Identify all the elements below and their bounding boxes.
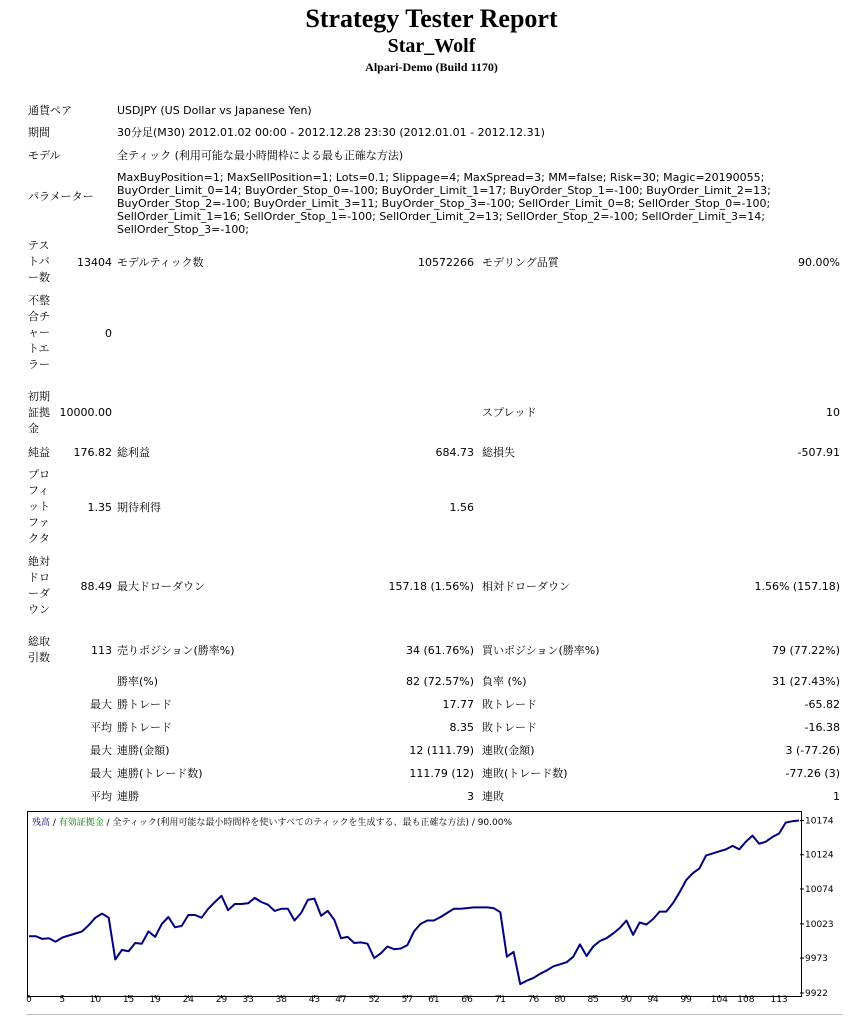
period-value: 30分足(M30) 2012.01.02 00:00 - 2012.12.28 23:30 (2012.01.01 - 2012.12.31) bbox=[117, 126, 545, 139]
x-tick-label-5: 24 bbox=[182, 995, 195, 1005]
balance-line-0 bbox=[29, 821, 799, 985]
x-tick-label-19: 90 bbox=[620, 995, 633, 1005]
mismatch-value: 0 bbox=[105, 327, 112, 340]
expected-label: 期待利得 bbox=[117, 501, 161, 514]
y-tick-label-1: 9973 bbox=[805, 954, 828, 965]
short-value: 34 (61.76%) bbox=[405, 644, 474, 657]
symbol-value: USDJPY (US Dollar vs Japanese Yen) bbox=[117, 104, 312, 117]
win-rate-value: 82 (72.57%) bbox=[405, 675, 474, 688]
x-tick-label-0: 0 bbox=[26, 995, 32, 1005]
report-title: Strategy Tester Report bbox=[305, 4, 558, 33]
gross-profit-label: 総利益 bbox=[117, 446, 150, 459]
cons-losses-money-value: 3 (-77.26) bbox=[785, 744, 840, 757]
cons-wins-money-label: 連勝(金額) bbox=[117, 744, 170, 757]
win-rate-label: 勝率(%) bbox=[117, 675, 159, 688]
x-tick-label-22: 104 bbox=[710, 995, 728, 1005]
avg-cons-losses-value: 1 bbox=[833, 790, 840, 803]
caption-sep: / bbox=[50, 818, 59, 828]
x-tick-label-18: 85 bbox=[587, 995, 599, 1005]
short-label: 売りポジション(勝率%) bbox=[117, 644, 235, 657]
x-tick-label-1: 5 bbox=[59, 995, 66, 1005]
x-tick-label-12: 57 bbox=[401, 995, 414, 1005]
abs-dd-value: 88.49 bbox=[80, 580, 112, 593]
max-dd-value: 157.18 (1.56%) bbox=[388, 580, 474, 593]
period-label: 期間 bbox=[28, 126, 50, 139]
largest-loss-label: 敗トレード bbox=[482, 698, 537, 711]
ticks-label: モデルティック数 bbox=[117, 256, 204, 269]
cons-losses-count-value: -77.26 (3) bbox=[785, 767, 840, 780]
y-tick-label-4: 10124 bbox=[805, 850, 834, 861]
model-label: モデル bbox=[28, 149, 61, 162]
pf-value: 1.35 bbox=[87, 501, 112, 514]
long-label: 買いポジション(勝率%) bbox=[482, 644, 600, 657]
y-tick-label-3: 10074 bbox=[805, 884, 834, 895]
net-label: 純益 bbox=[28, 446, 50, 459]
avg-loss-label: 敗トレード bbox=[482, 721, 537, 734]
x-tick-label-24: 113 bbox=[770, 995, 788, 1005]
max-dd-label: 最大ドローダウン bbox=[117, 580, 205, 593]
avg-cons-wins-label: 連勝 bbox=[117, 790, 139, 803]
loss-rate-value: 31 (27.43%) bbox=[771, 675, 840, 688]
x-tick-label-9: 43 bbox=[308, 995, 321, 1005]
caption-equity: 有効証拠金 bbox=[58, 818, 104, 828]
x-tick-label-7: 33 bbox=[242, 995, 254, 1005]
spread-value: 10 bbox=[826, 406, 840, 419]
mismatch-label: 不整合チャートエラー bbox=[28, 294, 50, 371]
rel-dd-value: 1.56% (157.18) bbox=[754, 580, 840, 593]
average-prefix: 平均 bbox=[90, 721, 112, 734]
x-tick-label-11: 52 bbox=[368, 995, 380, 1005]
y-tick-label-5: 10174 bbox=[805, 816, 834, 827]
gross-profit-value: 684.73 bbox=[435, 446, 474, 459]
quality-value: 90.00% bbox=[798, 256, 840, 269]
largest-win-label: 勝トレード bbox=[117, 698, 172, 711]
x-tick-label-3: 15 bbox=[122, 995, 135, 1005]
x-tick-label-23: 108 bbox=[737, 995, 755, 1005]
quality-label: モデリング品質 bbox=[482, 256, 559, 269]
x-tick-label-6: 29 bbox=[215, 995, 228, 1005]
params-label: パラメーター bbox=[28, 190, 94, 203]
bottom-divider bbox=[27, 1014, 843, 1015]
x-tick-label-10: 47 bbox=[335, 995, 347, 1005]
model-value: 全ティック (利用可能な最小時間枠による最も正確な方法) bbox=[117, 149, 404, 162]
x-tick-label-17: 80 bbox=[554, 995, 566, 1005]
ticks-value: 10572266 bbox=[418, 256, 474, 269]
largest-win-value: 17.77 bbox=[442, 698, 474, 711]
gross-loss-label: 総損失 bbox=[482, 446, 515, 459]
x-tick-label-14: 66 bbox=[461, 995, 473, 1005]
deposit-value: 10000.00 bbox=[59, 406, 112, 419]
cons-wins-count-value: 111.79 (12) bbox=[409, 767, 474, 780]
x-tick-label-15: 71 bbox=[494, 995, 507, 1005]
avg-win-label: 勝トレード bbox=[117, 721, 172, 734]
expected-value: 1.56 bbox=[449, 501, 474, 514]
gross-loss-value: -507.91 bbox=[797, 446, 840, 459]
cons-wins-count-label: 連勝(トレード数) bbox=[117, 767, 203, 780]
avg-cons-wins-value: 3 bbox=[467, 790, 474, 803]
y-tick-label-2: 10023 bbox=[805, 919, 834, 930]
cons-wins-money-value: 12 (111.79) bbox=[409, 744, 474, 757]
abs-dd-label: 絶対ドローダウン bbox=[28, 555, 50, 616]
net-value: 176.82 bbox=[73, 446, 112, 459]
x-tick-label-20: 94 bbox=[647, 995, 659, 1005]
trades-value: 113 bbox=[91, 644, 112, 657]
spread-label: スプレッド bbox=[482, 406, 537, 419]
server-build: Alpari-Demo (Build 1170) bbox=[365, 60, 498, 74]
caption-balance: 残高 bbox=[32, 818, 51, 828]
y-tick-label-0: 9922 bbox=[805, 989, 828, 999]
long-value: 79 (77.22%) bbox=[771, 644, 840, 657]
cons-losses-money-label: 連敗(金額) bbox=[482, 744, 535, 757]
avg-win-value: 8.35 bbox=[449, 721, 474, 734]
loss-rate-label: 負率 (%) bbox=[482, 675, 527, 688]
x-tick-label-8: 38 bbox=[275, 995, 287, 1005]
cons-losses-count-label: 連敗(トレード数) bbox=[482, 767, 568, 780]
x-tick-label-16: 76 bbox=[527, 995, 540, 1005]
x-tick-label-21: 99 bbox=[680, 995, 692, 1005]
symbol-label: 通貨ペア bbox=[28, 104, 72, 117]
bars-label: テストバー数 bbox=[28, 239, 50, 284]
caption-rest: / 全ティック(利用可能な最小時間枠を使いすべてのティックを生成する、最も正確な方法) / 90.00% bbox=[103, 818, 513, 828]
largest-loss-value: -65.82 bbox=[804, 698, 840, 711]
x-tick-label-4: 19 bbox=[149, 995, 161, 1005]
max-prefix-1: 最大 bbox=[90, 744, 112, 757]
params-value: MaxBuyPosition=1; MaxSellPosition=1; Lots=0.1; Slippage=4; MaxSpread=3; MM=false; Risk=30; Magic=20190055; BuyOrder_Limit_0=14; BuyOrder_Stop_0=-100; BuyOrder_Limit_1=17; BuyOrder_Stop_1=-100; BuyOrder_Limit_2=13; BuyOrder_Stop_2=-100; BuyOrder_Limit_3=11; BuyOrder_Stop_3=-100; SellOrder_Limit_0=8; SellOrder_Stop_0=-100; SellOrder_Limit_1=16; SellOrder_Stop_1=-100; SellOrder_Limit_2=13; SellOrder_Stop_2=-100; SellOrder_Limit_3=14; SellOrder_Stop_3=-100; bbox=[117, 171, 771, 236]
rel-dd-label: 相対ドローダウン bbox=[482, 580, 570, 593]
max-prefix-2: 最大 bbox=[90, 767, 112, 780]
largest-prefix: 最大 bbox=[90, 698, 112, 711]
avg-cons-losses-label: 連敗 bbox=[482, 790, 504, 803]
bars-value: 13404 bbox=[77, 256, 112, 269]
avg-prefix-2: 平均 bbox=[90, 790, 112, 803]
x-tick-label-2: 10 bbox=[89, 995, 102, 1005]
avg-loss-value: -16.38 bbox=[804, 721, 840, 734]
x-tick-label-13: 61 bbox=[428, 995, 440, 1005]
deposit-label: 初期証拠金 bbox=[28, 390, 50, 435]
pf-label: プロフィットファクタ bbox=[28, 468, 50, 545]
expert-name: Star_Wolf bbox=[387, 35, 476, 57]
trades-label: 総取引数 bbox=[28, 635, 50, 664]
